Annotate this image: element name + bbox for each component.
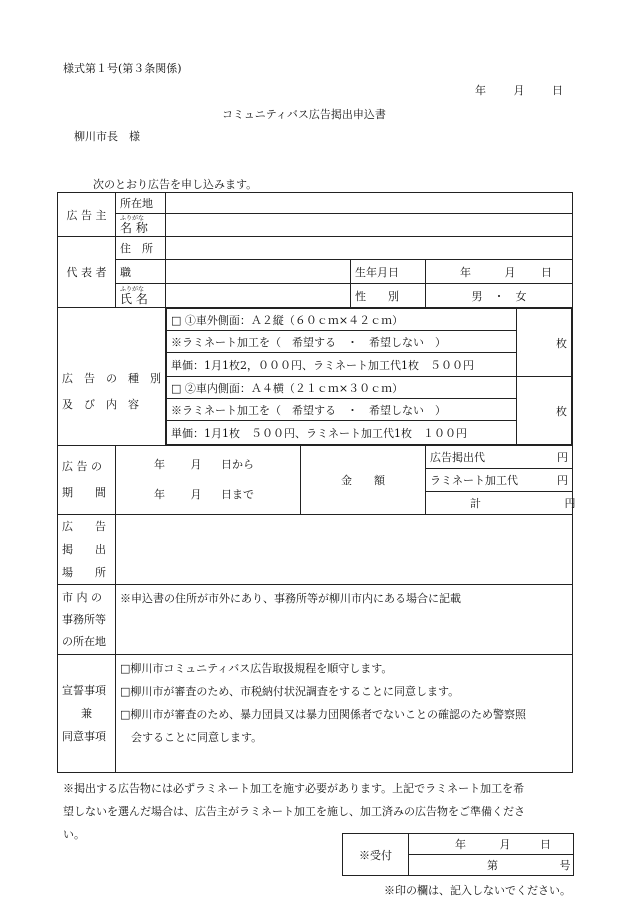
birth-field[interactable]: [426, 260, 573, 284]
application-form-table: [57, 192, 576, 773]
header-date: [475, 82, 563, 98]
office-label: [58, 585, 116, 655]
ad-type-label: [58, 308, 166, 446]
period-label-line2: 期 間: [62, 486, 106, 499]
ad-type-label-line2: 及 び 内 容: [62, 397, 139, 411]
pledge-items: [116, 655, 573, 773]
applicant-address-label: 所在地: [116, 193, 166, 214]
laminate-fee-field[interactable]: [426, 469, 573, 492]
rep-title-field[interactable]: [166, 260, 351, 284]
footer-note-line1: ※掲出する広告物には必ずラミネート加工を施す必要があります。上記でラミネート加工を希: [63, 782, 525, 795]
office-label-line1: 市 内 の: [62, 590, 102, 604]
ad-type-label-line1: 広 告 の 種 別: [62, 371, 161, 385]
from-month: 月: [190, 458, 202, 471]
birth-year: 年: [460, 265, 471, 279]
ad-fee-label: 広告掲出代: [430, 451, 485, 464]
receipt-number-field[interactable]: [409, 855, 574, 876]
name-label: 名 称: [120, 221, 148, 235]
birth-label: 生年月日: [351, 260, 426, 284]
office-label-line3: の所在地: [62, 634, 106, 648]
pledge-item-3[interactable]: □柳川市が審査のため、暴力団員又は暴力団関係者でないことの確認のため警察照: [120, 708, 526, 721]
rep-address-label: 住 所: [116, 237, 166, 260]
option1-unit: 枚: [556, 336, 568, 350]
birth-day: 日: [541, 265, 552, 279]
date-month: 月: [513, 84, 525, 97]
option2-label: ②車内側面：Ａ４横（２１ｃｍ×３０ｃｍ）: [184, 381, 404, 395]
receipt-number-suffix: 号: [559, 859, 571, 872]
furigana-label: ふりがな: [120, 215, 145, 222]
receipt-day: 日: [540, 838, 551, 851]
form-number: 様式第１号(第３条関係): [63, 62, 182, 75]
receipt-month: 月: [499, 838, 511, 851]
applicant-label: 広 告 主: [58, 193, 116, 237]
laminate-fee-yen: 円: [557, 474, 569, 487]
date-day: 日: [552, 84, 563, 97]
location-field[interactable]: [116, 515, 573, 585]
to-month: 月: [190, 488, 202, 501]
receipt-label: ※受付: [343, 834, 409, 876]
applicant-name-label: [116, 214, 166, 237]
ad-fee-field[interactable]: [426, 446, 573, 469]
total-yen: 円: [564, 497, 576, 510]
option1-checkbox[interactable]: □: [171, 313, 182, 327]
footer-note-line3: い。: [63, 828, 85, 841]
representative-label: 代 表 者: [58, 237, 116, 308]
option1-title[interactable]: [167, 309, 517, 331]
date-year: 年: [475, 84, 486, 97]
option2-laminate[interactable]: ※ラミネート加工を（ 希望する ・ 希望しない ）: [167, 399, 517, 421]
option2-price: 単価：1月1枚 ５００円、ラミネート加工代1枚 １００円: [167, 421, 517, 445]
option2-checkbox[interactable]: □: [171, 381, 182, 395]
option1-price: 単価：1月1枚2，０００円、ラミネート加工代1枚 ５００円: [167, 353, 517, 377]
location-label: [58, 515, 116, 585]
option2-title[interactable]: [167, 377, 517, 399]
rep-name-label: [116, 284, 166, 308]
name-label: 氏 名: [120, 291, 148, 306]
period-label: [58, 446, 116, 515]
from-year: 年: [154, 458, 165, 471]
receipt-number-prefix: 第: [487, 859, 498, 872]
birth-month: 月: [504, 265, 516, 279]
amount-label: 金 額: [301, 446, 426, 515]
period-field[interactable]: [116, 446, 301, 515]
intro-text: 次のとおり広告を申し込みます。: [93, 178, 258, 191]
ad-type-options: [166, 308, 573, 446]
to-year: 年: [154, 488, 165, 501]
option1-quantity[interactable]: [517, 309, 572, 377]
to-day: 日まで: [221, 488, 254, 501]
rep-name-field[interactable]: [166, 284, 351, 308]
rep-address-field[interactable]: [166, 237, 573, 260]
option1-label: ①車外側面：Ａ２縦（６０ｃｍ×４２ｃｍ）: [184, 313, 404, 327]
office-label-line2: 事務所等: [62, 612, 106, 626]
option1-laminate[interactable]: ※ラミネート加工を（ 希望する ・ 希望しない ）: [167, 331, 517, 353]
total-label: 計: [470, 497, 481, 510]
pledge-item-3-cont: 会することに同意します。: [120, 731, 263, 744]
location-label-line1: 広 告: [62, 520, 106, 533]
receipt-year: 年: [455, 838, 466, 851]
period-label-line1: 広 告 の: [62, 460, 102, 473]
laminate-fee-label: ラミネート加工代: [430, 474, 518, 487]
pledge-item-1[interactable]: □柳川市コミュニティバス広告取扱規程を順守します。: [120, 662, 393, 675]
form-title: コミュニティバス広告掲出申込書: [222, 108, 386, 121]
location-label-line3: 場 所: [62, 566, 106, 579]
applicant-address-field[interactable]: [166, 193, 573, 214]
sex-field[interactable]: 男 ・ 女: [426, 284, 573, 308]
pledge-label-line2: 兼: [81, 707, 92, 720]
pledge-item-2[interactable]: □柳川市が審査のため、市税納付状況調査をすることに同意します。: [120, 685, 460, 698]
applicant-name-field[interactable]: [166, 214, 573, 237]
option2-unit: 枚: [556, 404, 568, 418]
total-field[interactable]: [426, 492, 576, 515]
furigana-label: ふりがな: [120, 285, 145, 293]
pledge-label-line1: 宣誓事項: [62, 684, 106, 697]
rep-title-label: 職: [116, 260, 166, 284]
footer-note-line2: 望しないを選んだ場合は、広告主がラミネート加工を施し、加工済みの広告物をご準備くださ: [63, 805, 525, 818]
receipt-date-field[interactable]: [409, 834, 574, 855]
location-label-line2: 掲 出: [62, 543, 106, 556]
receipt-note: ※印の欄は、記入しないでください。: [384, 884, 571, 897]
from-day: 日から: [221, 458, 254, 471]
pledge-label: [58, 655, 116, 773]
option2-quantity[interactable]: [517, 377, 572, 445]
office-note: ※申込書の住所が市外にあり、事務所等が柳川市内にある場合に記載: [120, 592, 461, 605]
addressee: 柳川市長 様: [74, 130, 140, 143]
office-field[interactable]: [116, 585, 573, 655]
ad-fee-yen: 円: [557, 451, 569, 464]
receipt-box: [342, 833, 574, 876]
pledge-label-line3: 同意事項: [62, 730, 106, 743]
sex-label: 性 別: [351, 284, 426, 308]
